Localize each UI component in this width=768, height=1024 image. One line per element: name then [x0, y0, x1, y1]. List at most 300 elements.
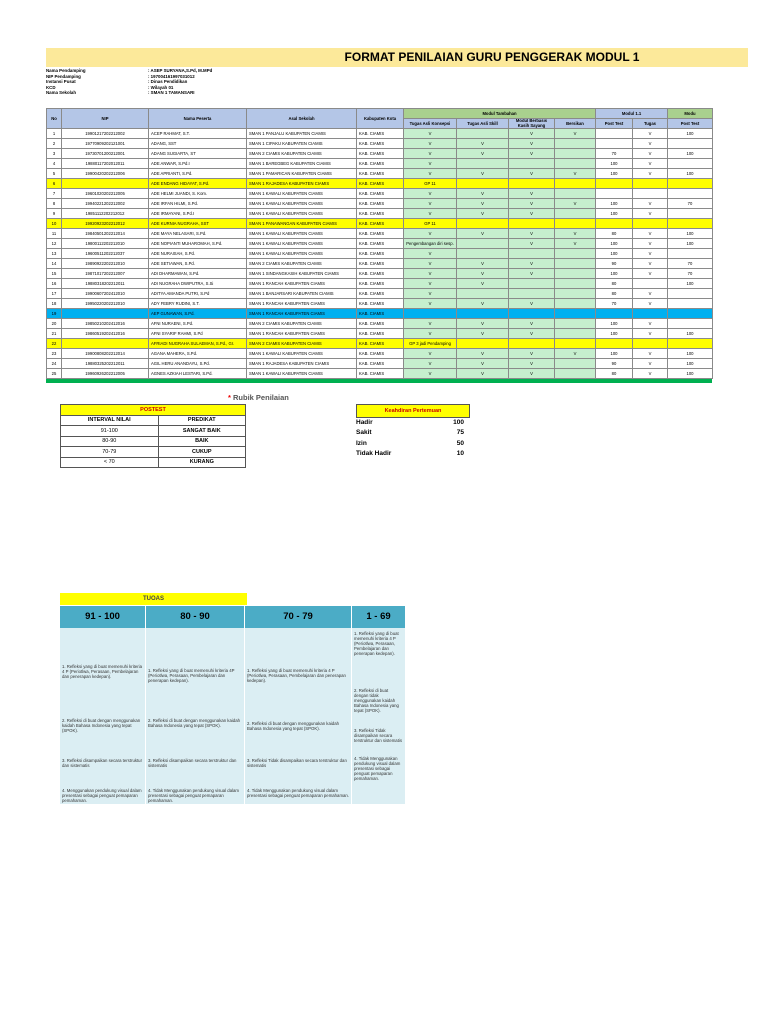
score-cell: 100 — [668, 279, 713, 289]
score-cell — [457, 309, 509, 319]
score-cell: 70 — [668, 259, 713, 269]
row-number-cell: 15 — [47, 269, 62, 279]
nip-cell — [62, 339, 149, 349]
district-cell: KAB. CIAMIS — [357, 309, 404, 319]
table-row — [47, 219, 713, 229]
school-cell: SMAN 1 BANJARSARI KABUPATEN CIAMIS — [247, 289, 357, 299]
score-cell: V — [457, 149, 509, 159]
district-cell: KAB. CIAMIS — [357, 169, 404, 179]
school-cell: SMAN 1 KAWALI KABUPATEN CIAMIS — [247, 209, 357, 219]
score-cell: V — [555, 129, 596, 139]
table-row — [47, 289, 713, 299]
score-cell: V — [509, 239, 555, 249]
district-cell: KAB. CIAMIS — [357, 299, 404, 309]
score-cell: V — [404, 159, 457, 169]
row-number-cell: 11 — [47, 229, 62, 239]
score-cell: V — [555, 229, 596, 239]
kehadiran-row — [356, 440, 464, 447]
score-cell — [555, 219, 596, 229]
score-cell: V — [509, 349, 555, 359]
table-row — [47, 299, 713, 309]
name-cell: AEP GUNAWAN, S.Pd. — [149, 309, 247, 319]
score-cell: V — [404, 349, 457, 359]
row-number-cell: 7 — [47, 189, 62, 199]
score-cell: V — [404, 229, 457, 239]
score-cell — [555, 289, 596, 299]
nip-cell: 19770909202121001 — [62, 139, 149, 149]
score-cell: V — [404, 319, 457, 329]
score-cell: V — [509, 199, 555, 209]
tugas-column — [60, 628, 146, 804]
rubik-title: Rubik Penilaian — [233, 393, 289, 402]
score-cell: V — [509, 209, 555, 219]
name-cell: ADE ANWAR, S.Pd.I — [149, 159, 247, 169]
score-cell: V — [633, 359, 668, 369]
group-modul-next: Modu — [668, 109, 713, 119]
info-value: : ASEP SURYANA,S.Pd, M.MPd — [148, 68, 213, 73]
school-cell: SMAN 2 CIAMIS KABUPATEN CIAMIS — [247, 259, 357, 269]
nip-cell: 19890922202212010 — [62, 259, 149, 269]
score-cell: 70 — [596, 299, 633, 309]
score-cell: V — [509, 189, 555, 199]
district-cell: KAB. CIAMIS — [357, 279, 404, 289]
name-cell: ADI DHARMAWAN, S.Pd. — [149, 269, 247, 279]
score-cell: V — [509, 319, 555, 329]
score-cell: V — [404, 169, 457, 179]
rubik-heading — [228, 393, 289, 402]
district-cell: KAB. CIAMIS — [357, 199, 404, 209]
name-cell: ADE ENDANG HIDAYAT, S.Pd. — [149, 179, 247, 189]
score-cell — [509, 339, 555, 349]
criterion: 1. Refleksi yang di buat memenuhi kriteria 4 P (Periotlwa, Perasaan, Pembelajaran dan penerapan kedepan). — [62, 664, 143, 679]
criterion: 1. Refleksi yang di buat memenuhi kriteria 4P (Periotlwa, Perasaan, Pembelajaran dan penerapan kedepan). — [148, 668, 235, 683]
score-cell — [668, 179, 713, 189]
nip-cell — [62, 309, 149, 319]
score-cell: V — [555, 199, 596, 209]
sub-col: Post Test — [668, 119, 713, 129]
score-cell — [457, 179, 509, 189]
score-cell — [509, 279, 555, 289]
score-cell: V — [633, 269, 668, 279]
table-row — [47, 199, 713, 209]
kehadiran-label: Tidak Hadir — [356, 450, 392, 457]
score-cell — [596, 139, 633, 149]
name-cell: AGIL HERU ANANDAYU, S.Pd. — [149, 359, 247, 369]
criterion: 2. Refleksi di buat dengan menggunakan kaidah Bahasa Indonesia yang tepat (SPOK). — [62, 718, 141, 733]
score-cell — [555, 319, 596, 329]
row-number-cell: 1 — [47, 129, 62, 139]
score-cell — [555, 209, 596, 219]
kehadiran-title: Keahdiran Pertemuan — [356, 404, 470, 418]
name-cell: ADANG, SST — [149, 139, 247, 149]
row-number-cell: 20 — [47, 319, 62, 329]
interval-cell: 91-100 — [61, 426, 159, 437]
school-cell: SMAN 1 RANCAH KABUPATEN CIAMIS — [247, 329, 357, 339]
postest-header: INTERVAL NILAI — [61, 415, 159, 426]
row-number-cell: 22 — [47, 339, 62, 349]
score-cell: 100 — [596, 209, 633, 219]
district-cell: KAB. CIAMIS — [357, 329, 404, 339]
name-cell: AFRIADI NUGRAHA SULAEMAN, S.Pd., Gr. — [149, 339, 247, 349]
score-cell: 100 — [668, 239, 713, 249]
nip-cell — [62, 179, 149, 189]
criterion: 2. Refleksi di buat dengan tidak menggunakan kaidah Bahasa Indonesia yang tepat (SPOK). — [354, 688, 399, 713]
score-cell: V — [457, 349, 509, 359]
district-cell: KAB. CIAMIS — [357, 149, 404, 159]
predikat-cell: SANGAT BAIK — [158, 426, 245, 437]
school-cell: SMAN 2 CIAMIS KABUPATEN CIAMIS — [247, 149, 357, 159]
sub-col: Post Test — [596, 119, 633, 129]
score-cell: V — [457, 199, 509, 209]
info-label: Instansi Pusat — [46, 79, 76, 85]
score-cell: V — [404, 289, 457, 299]
score-cell — [596, 179, 633, 189]
row-number-cell: 14 — [47, 259, 62, 269]
score-cell: 70 — [596, 149, 633, 159]
nip-cell: 19850210202412016 — [62, 319, 149, 329]
score-cell: V — [555, 349, 596, 359]
school-cell: SMAN 1 RAJADESA KABUPATEN CIAMIS — [247, 359, 357, 369]
row-number-cell: 9 — [47, 209, 62, 219]
criterion: 1. Refleksi yang di buat memenuhi kriteria 4 P (Periotlwa, Perasaan, Pembelajaran dan penerapan kedepan). — [354, 631, 399, 656]
name-cell: ADITYA AMANDA PUTRI, S.Pd — [149, 289, 247, 299]
score-cell: V — [509, 359, 555, 369]
row-number-cell: 5 — [47, 169, 62, 179]
score-cell: V — [457, 209, 509, 219]
row-number-cell: 12 — [47, 239, 62, 249]
score-cell: GP 11 — [404, 219, 457, 229]
score-cell — [596, 129, 633, 139]
nip-cell: 19940221202212002 — [62, 199, 149, 209]
nip-cell: 19900420202212006 — [62, 169, 149, 179]
district-cell: KAB. CIAMIS — [357, 189, 404, 199]
score-cell: V — [633, 209, 668, 219]
nip-cell: 19901217202212002 — [62, 129, 149, 139]
info-label: KCD — [46, 84, 56, 90]
score-cell — [509, 159, 555, 169]
score-cell — [404, 309, 457, 319]
col-kab: Kabupaten Kota — [357, 109, 404, 129]
score-cell: V — [404, 299, 457, 309]
score-cell: 100 — [596, 269, 633, 279]
info-value: : Wilayah 01 — [148, 84, 174, 90]
kehadiran-value: 50 — [456, 440, 464, 447]
score-cell: V — [633, 319, 668, 329]
score-cell: 100 — [668, 359, 713, 369]
score-cell: V — [404, 189, 457, 199]
score-cell — [668, 289, 713, 299]
name-cell: AGNES AZKIAH LESTARI, S.Pd. — [149, 369, 247, 379]
score-cell — [457, 219, 509, 229]
school-cell: SMAN 1 RAJADESA KABUPATEN CIAMIS — [247, 179, 357, 189]
table-row — [47, 209, 713, 219]
row-number-cell: 21 — [47, 329, 62, 339]
school-cell: SMAN 2 CIAMIS KABUPATEN CIAMIS — [247, 319, 357, 329]
score-cell: 90 — [596, 359, 633, 369]
criterion: 3. Refleksi Tidak disampaikan secara terstruktur dan sistematis — [354, 728, 402, 743]
row-number-cell: 19 — [47, 309, 62, 319]
score-cell — [668, 249, 713, 259]
score-cell — [668, 159, 713, 169]
row-number-cell: 16 — [47, 279, 62, 289]
table-row — [47, 239, 713, 249]
row-number-cell: 4 — [47, 159, 62, 169]
info-block — [46, 68, 212, 96]
score-cell — [633, 189, 668, 199]
score-cell: V — [509, 269, 555, 279]
nip-cell: 19950220202212010 — [62, 299, 149, 309]
nip-cell: 19800112202212010 — [62, 239, 149, 249]
score-cell: 100 — [668, 349, 713, 359]
name-cell: AFNI SYARIF RAHMI, S.Pd — [149, 329, 247, 339]
district-cell: KAB. CIAMIS — [357, 259, 404, 269]
score-cell — [457, 239, 509, 249]
score-cell — [555, 139, 596, 149]
school-cell: SMAN 1 RANCAH KABUPATEN CIAMIS — [247, 299, 357, 309]
school-cell: SMAN 2 CIAMIS KABUPATEN CIAMIS — [247, 339, 357, 349]
score-cell — [555, 329, 596, 339]
school-cell: SMAN 1 PANAWANGAN KABUPATEN CIAMIS — [247, 219, 357, 229]
score-cell: 100 — [596, 349, 633, 359]
kehadiran-label: Hadir — [356, 419, 373, 426]
score-cell — [596, 309, 633, 319]
district-cell: KAB. CIAMIS — [357, 249, 404, 259]
score-cell — [633, 339, 668, 349]
name-cell: ADANG SUGIARTA, ST — [149, 149, 247, 159]
score-cell — [555, 299, 596, 309]
nip-cell: 19920923202212012 — [62, 219, 149, 229]
district-cell: KAB. CIAMIS — [357, 219, 404, 229]
nip-cell: 19880318202212011 — [62, 279, 149, 289]
name-cell: ADE HELMI JUANDI, S. Kom. — [149, 189, 247, 199]
score-cell: V — [404, 269, 457, 279]
score-cell: 100 — [668, 169, 713, 179]
score-cell: 100 — [596, 329, 633, 339]
district-cell: KAB. CIAMIS — [357, 269, 404, 279]
row-number-cell: 13 — [47, 249, 62, 259]
score-cell: V — [457, 329, 509, 339]
row-number-cell: 18 — [47, 299, 62, 309]
table-row — [47, 309, 713, 319]
score-cell: V — [633, 329, 668, 339]
postest-title: POSTEST — [61, 405, 246, 416]
score-cell: V — [509, 129, 555, 139]
score-cell: V — [509, 229, 555, 239]
score-cell: V — [633, 369, 668, 379]
group-modul-1-1: Modul 1.1 — [596, 109, 668, 119]
score-cell: V — [404, 129, 457, 139]
col-no: No — [47, 109, 62, 129]
table-row — [47, 319, 713, 329]
score-cell: V — [633, 199, 668, 209]
score-cell: V — [457, 369, 509, 379]
name-cell: ADE NOPIANTI MUHAROMAH, S.Pd. — [149, 239, 247, 249]
nip-cell: 19880325202212011 — [62, 359, 149, 369]
score-cell: V — [457, 169, 509, 179]
score-cell — [633, 279, 668, 289]
criterion: 4. Menggunakan pendukung visual dalam presentasi sebagai penguat pemaparan pemahaman. — [62, 788, 142, 803]
table-row — [47, 249, 713, 259]
kehadiran-row — [356, 419, 464, 426]
score-cell — [555, 359, 596, 369]
score-cell — [555, 189, 596, 199]
score-cell — [596, 339, 633, 349]
col-sekolah: Asal Sekolah — [247, 109, 357, 129]
score-cell: V — [633, 129, 668, 139]
assessment-table — [46, 108, 713, 379]
interval-cell: 70-79 — [61, 447, 159, 458]
score-cell — [555, 149, 596, 159]
nip-cell: 19880117202012011 — [62, 159, 149, 169]
nip-cell: 19840501202212014 — [62, 229, 149, 239]
score-cell: V — [509, 139, 555, 149]
score-cell: V — [404, 259, 457, 269]
tugas-column — [245, 628, 352, 804]
sub-col: Tugas — [633, 119, 668, 129]
score-cell — [555, 279, 596, 289]
score-cell — [668, 189, 713, 199]
row-number-cell: 8 — [47, 199, 62, 209]
name-cell: ADE SETIAWAN, S.Pd. — [149, 259, 247, 269]
tugas-title: TUOAS — [60, 593, 247, 605]
school-cell: SMAN 1 KAWALI KABUPATEN CIAMIS — [247, 249, 357, 259]
score-cell — [457, 339, 509, 349]
name-cell: ACEP RAHMAT, S.T. — [149, 129, 247, 139]
table-row — [47, 349, 713, 359]
school-cell: SMAN 1 RANCAH KABUPATEN CIAMIS — [247, 309, 357, 319]
score-cell: V — [457, 299, 509, 309]
score-cell: V — [633, 249, 668, 259]
criterion: 3. Refleksi disampaikan secara terstruktur dan sistematis — [62, 758, 143, 768]
row-number-cell: 23 — [47, 349, 62, 359]
tugas-header: 1 - 69 — [352, 606, 406, 628]
score-cell — [555, 269, 596, 279]
school-cell: SMAN 1 RANCAH KABUPATEN CIAMIS — [247, 279, 357, 289]
score-cell: V — [633, 229, 668, 239]
school-cell: SMAN 1 KAWALI KABUPATEN CIAMIS — [247, 189, 357, 199]
score-cell: 100 — [596, 169, 633, 179]
nip-cell: 19871017202212007 — [62, 269, 149, 279]
interval-cell: < 70 — [61, 457, 159, 468]
kehadiran-value: 10 — [456, 450, 464, 457]
score-cell — [668, 219, 713, 229]
score-cell: V — [404, 149, 457, 159]
page-title: FORMAT PENILAIAN GURU PENGGERAK MODUL 1 — [344, 50, 640, 64]
score-cell: V — [633, 239, 668, 249]
school-cell: SMAN 1 CIPAKU KABUPATEN CIAMIS — [247, 139, 357, 149]
nip-cell: 19600511202212037 — [62, 249, 149, 259]
score-cell: 100 — [668, 369, 713, 379]
score-cell: V — [404, 199, 457, 209]
score-cell: V — [457, 229, 509, 239]
score-cell: V — [633, 299, 668, 309]
table-row — [47, 139, 713, 149]
asterisk: * — [228, 393, 231, 402]
score-cell: V — [555, 169, 596, 179]
district-cell: KAB. CIAMIS — [357, 179, 404, 189]
criterion: 3. Refleksi Tidak disampaikan secara terstruktur dan sistematis — [247, 758, 347, 768]
info-value: : 197004161997031012 — [148, 73, 195, 79]
table-row — [47, 229, 713, 239]
criterion: 4. Tidak Menggunakan pendukung visual dalam presentasi sebagai penguat pemaparan pemahaman. — [354, 756, 401, 781]
score-cell: 100 — [596, 249, 633, 259]
score-cell — [668, 209, 713, 219]
score-cell — [668, 299, 713, 309]
info-value: : Dinas Pendidikan — [148, 79, 188, 85]
score-cell: 100 — [668, 229, 713, 239]
table-row — [47, 279, 713, 289]
table-row — [61, 426, 246, 437]
tugas-header: 91 - 100 — [60, 606, 146, 628]
nip-cell: 19860519202412016 — [62, 329, 149, 339]
score-cell: V — [404, 329, 457, 339]
score-cell: V — [457, 139, 509, 149]
score-cell: V — [457, 259, 509, 269]
criterion: 4. Tidak Menggunakan pendukung visual dalam presentasi sebagai penguat pemaparan pemahaman. — [247, 788, 350, 798]
score-cell: V — [633, 169, 668, 179]
criterion: 1. Refleksi yang di buat memenuhi kriteria 4 P (Periotlwa, Perasaan, Pembelajaran dan penerapan kedepan). — [247, 668, 346, 683]
score-cell — [457, 159, 509, 169]
score-cell: GP 11 — [404, 179, 457, 189]
info-value: : SMAN 1 TAMANSARI — [148, 90, 195, 96]
score-cell — [555, 179, 596, 189]
name-cell: ADI NUGRAHA DWIPUTRA, S.Si — [149, 279, 247, 289]
row-number-cell: 25 — [47, 369, 62, 379]
score-cell: 100 — [668, 329, 713, 339]
score-cell: GP 3 jadi Pendamping — [404, 339, 457, 349]
district-cell: KAB. CIAMIS — [357, 229, 404, 239]
district-cell: KAB. CIAMIS — [357, 209, 404, 219]
kehadiran-value: 75 — [456, 429, 464, 436]
criterion: 2. Refleksi di buat dengan menggunakan kaidah Bahasa Indonesia yang tepat (SPOK). — [148, 718, 240, 728]
district-cell: KAB. CIAMIS — [357, 239, 404, 249]
score-cell: V — [509, 299, 555, 309]
score-cell: V — [457, 279, 509, 289]
school-cell: SMAN 1 BAREGBEG KABUPATEN CIAMIS — [247, 159, 357, 169]
school-cell: SMAN 1 KAWALI KABUPATEN CIAMIS — [247, 349, 357, 359]
table-bottom-bar — [46, 379, 712, 383]
table-row — [61, 447, 246, 458]
sub-col: Tugas Asli Skill — [457, 119, 509, 129]
district-cell: KAB. CIAMIS — [357, 159, 404, 169]
score-cell — [555, 159, 596, 169]
score-cell — [509, 249, 555, 259]
score-cell: 80 — [596, 229, 633, 239]
score-cell — [668, 339, 713, 349]
kehadiran-row — [356, 450, 464, 457]
kehadiran-row — [356, 429, 464, 436]
score-cell: V — [509, 259, 555, 269]
table-row — [47, 339, 713, 349]
score-cell: V — [633, 349, 668, 359]
row-number-cell: 3 — [47, 149, 62, 159]
score-cell — [596, 219, 633, 229]
score-cell — [668, 309, 713, 319]
score-cell: 100 — [668, 149, 713, 159]
row-number-cell: 10 — [47, 219, 62, 229]
criterion: 3. Refleksi disampaikan secara terstruktur dan sistematis — [148, 758, 237, 768]
score-cell: Pengembangan diri sesp. — [404, 239, 457, 249]
score-cell: V — [404, 359, 457, 369]
table-row — [47, 359, 713, 369]
score-cell — [509, 179, 555, 189]
score-cell: 70 — [668, 269, 713, 279]
score-cell: 80 — [596, 279, 633, 289]
table-row — [47, 329, 713, 339]
table-row — [47, 169, 713, 179]
score-cell: V — [633, 259, 668, 269]
score-cell: 70 — [668, 199, 713, 209]
